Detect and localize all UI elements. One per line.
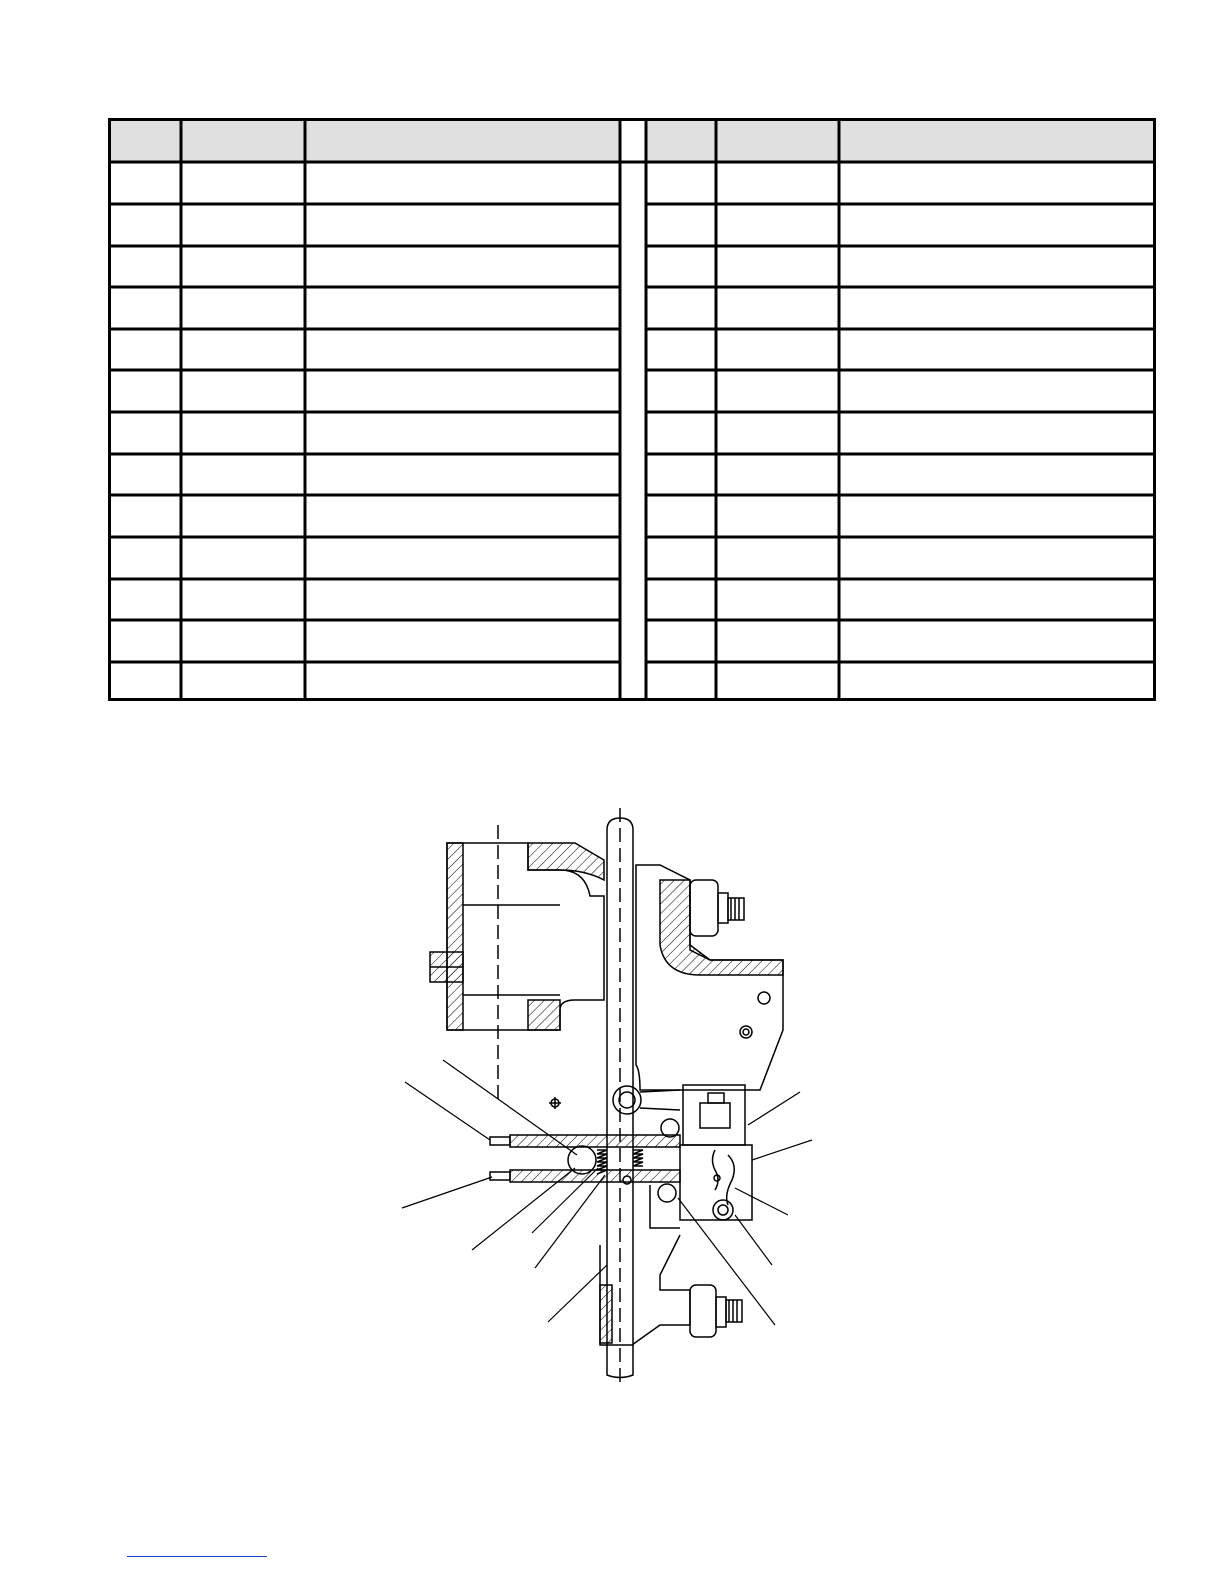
assembly-drawing: [390, 800, 830, 1390]
spring-assembly: [490, 1097, 680, 1184]
housing-body: [430, 843, 604, 1030]
parts-table: [108, 118, 1156, 701]
switch-block: [613, 1085, 752, 1228]
bracket-plate: [636, 865, 783, 1090]
footer-rule: [127, 1556, 267, 1557]
lower-bracket: [600, 1235, 742, 1345]
table-spacer-column: [620, 118, 646, 701]
upper-nut: [690, 880, 744, 936]
